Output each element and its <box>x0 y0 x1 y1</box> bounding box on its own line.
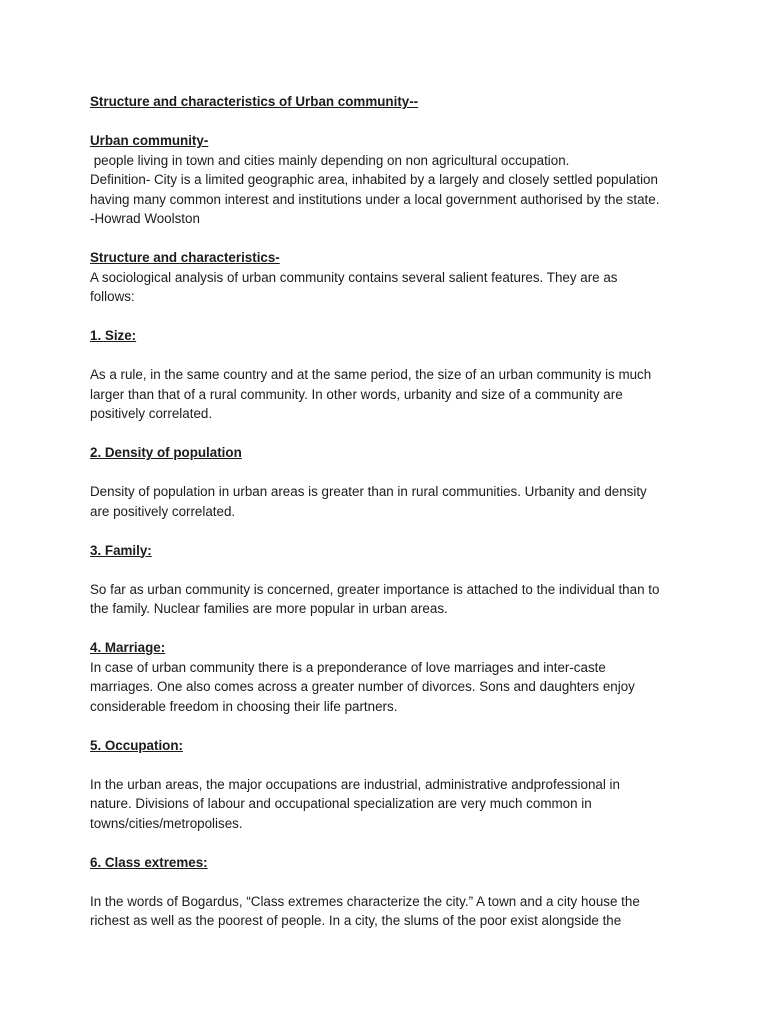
urban-line-2: Definition- City is a limited geographic area, inhabited by a largely and closely settled population <box>90 172 658 187</box>
marriage-line-1: In case of urban community there is a preponderance of love marriages and inter-caste <box>90 659 606 675</box>
marriage-line-3: considerable freedom in choosing their life partners. <box>90 698 398 714</box>
document-page <box>90 92 690 931</box>
section-heading-family: 3. Family: <box>90 542 152 558</box>
spacer <box>90 619 690 639</box>
spacer <box>90 346 690 366</box>
marriage-line-2: marriages. One also comes across a greater number of divorces. Sons and daughters enjoy <box>90 679 635 694</box>
density-line-1: Density of population in urban areas is greater than in rural communities. Urbanity and density <box>90 484 647 499</box>
size-line-1: As a rule, in the same country and at the same period, the size of an urban community is much <box>90 367 652 382</box>
size-line-2: larger than that of a rural community. In other words, urbanity and size of a community are <box>90 386 623 402</box>
urban-line-1: people living in town and cities mainly depending on non agricultural occupation. <box>90 152 570 168</box>
spacer <box>90 521 690 541</box>
family-line-2: the family. Nuclear families are more popular in urban areas. <box>90 601 448 616</box>
spacer <box>90 755 690 775</box>
urban-line-4: -Howrad Woolston <box>90 211 200 226</box>
spacer <box>90 307 690 327</box>
spacer <box>90 716 690 736</box>
structure-heading: Structure and characteristics- <box>90 250 280 265</box>
class-extremes-line-2: richest as well as the poorest of people. In a city, the slums of the poor exist alongside the <box>90 913 622 928</box>
section-heading-marriage: 4. Marriage: <box>90 640 166 655</box>
section-heading-size: 1. Size: <box>90 328 137 343</box>
spacer <box>90 229 690 249</box>
document-title: Structure and characteristics of Urban community-- <box>90 94 419 109</box>
section-heading-class-extremes: 6. Class extremes: <box>90 854 208 870</box>
occupation-line-2: nature. Divisions of labour and occupational specialization are very much common in <box>90 796 592 811</box>
spacer <box>90 872 690 892</box>
spacer <box>90 463 690 483</box>
spacer <box>90 112 690 132</box>
spacer <box>90 833 690 853</box>
urban-line-3: having many common interest and institutions under a local government authorised by the state. <box>90 191 660 207</box>
size-line-3: positively correlated. <box>90 406 213 421</box>
density-line-2: are positively correlated. <box>90 503 236 519</box>
occupation-line-3: towns/cities/metropolises. <box>90 815 243 831</box>
family-line-1: So far as urban community is concerned, greater importance is attached to the individual than to <box>90 581 660 597</box>
urban-community-heading: Urban community- <box>90 133 209 148</box>
structure-line-1: A sociological analysis of urban community contains several salient features. They are as <box>90 269 618 285</box>
section-heading-density: 2. Density of population <box>90 445 242 460</box>
class-extremes-line-1: In the words of Bogardus, “Class extremes characterize the city.” A town and a city house the <box>90 893 640 909</box>
spacer <box>90 424 690 444</box>
spacer <box>90 560 690 580</box>
occupation-line-1: In the urban areas, the major occupations are industrial, administrative andprofessional in <box>90 776 620 792</box>
section-heading-occupation: 5. Occupation: <box>90 737 184 753</box>
structure-line-2: follows: <box>90 289 135 304</box>
